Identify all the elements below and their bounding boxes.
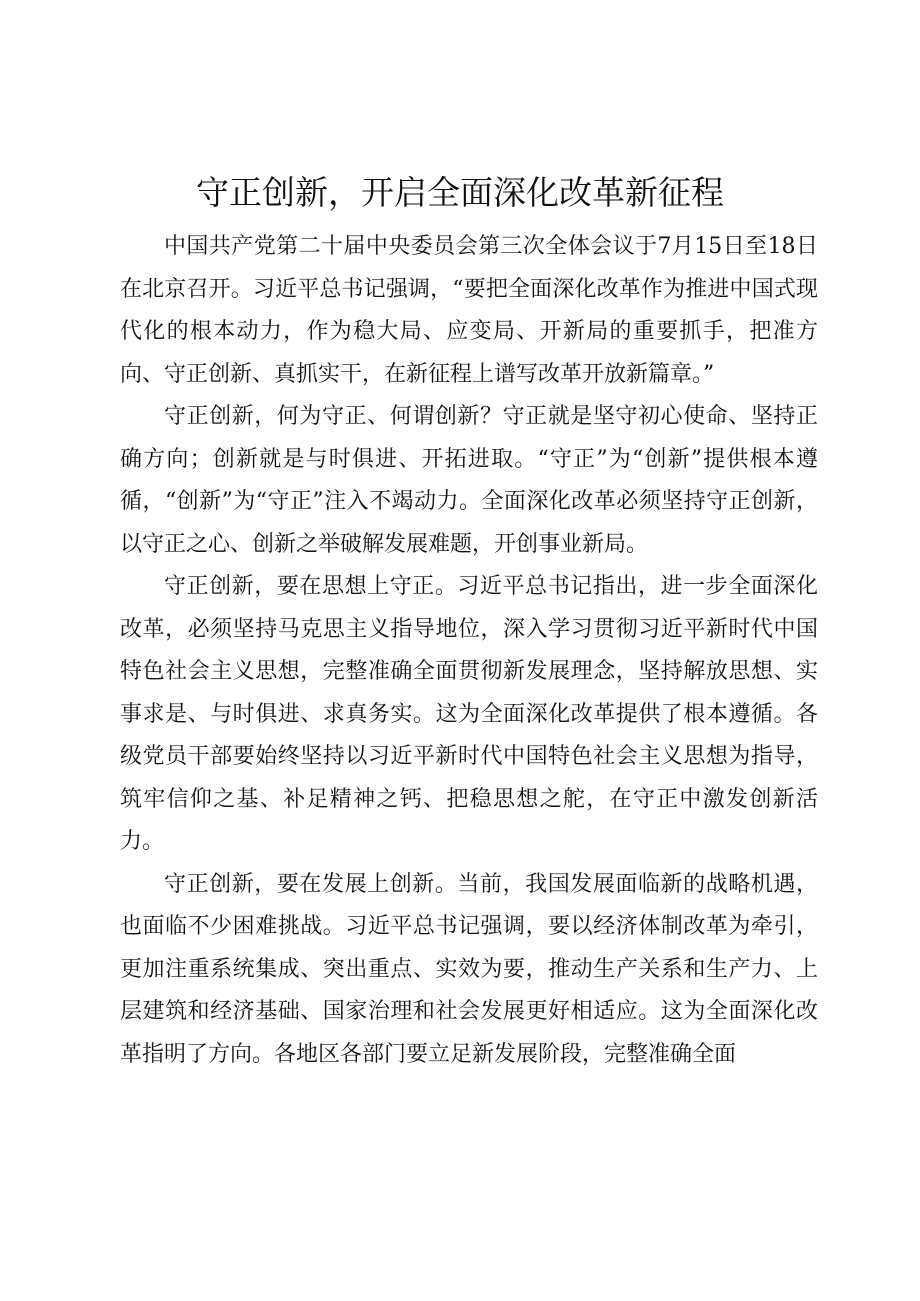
document-title: 守正创新，开启全面深化改革新征程 [196, 173, 724, 212]
paragraph-1: 中国共产党第二十届中央委员会第三次全体会议于7月15日至18日在北京召开。习近平总书记强调，“要把全面深化改革作为推进中国式现代化的根本动力，作为稳大局、应变局、开新局的重要抓手，把准方向、守正创新、真抓实干，在新征程上谱写改革开放新篇章。” [120, 234, 818, 387]
paragraph-3: 守正创新，要在思想上守正。习近平总书记指出，进一步全面深化改革，必须坚持马克思主义指导地位，深入学习贯彻习近平新时代中国特色社会主义思想，完整准确全面贯彻新发展理念，坚持解放思想、实事求是、与时俱进、求真务实。这为全面深化改革提供了根本遵循。各级党员干部要始终坚持以习近平新时代中国特色社会主义思想为指导，筑牢信仰之基、补足精神之钙、把稳思想之舵，在守正中激发创新活力。 [120, 574, 818, 854]
paragraph-4: 守正创新，要在发展上创新。当前，我国发展面临新的战略机遇，也面临不少困难挑战。习近平总书记强调，要以经济体制改革为牵引，更加注重系统集成、突出重点、实效为要，推动生产关系和生产力、上层建筑和经济基础、国家治理和社会发展更好相适应。这为全面深化改革指明了方向。各地区各部门要立足新发展阶段，完整准确全面 [120, 871, 818, 1067]
document-body [120, 226, 818, 1076]
paragraph-2: 守正创新，何为守正、何谓创新？守正就是坚守初心使命、坚持正确方向；创新就是与时俱进、开拓进取。“守正”为“创新”提供根本遵循，“创新”为“守正”注入不竭动力。全面深化改革必须坚持守正创新，以守正之心、创新之举破解发展难题，开创事业新局。 [120, 404, 818, 557]
